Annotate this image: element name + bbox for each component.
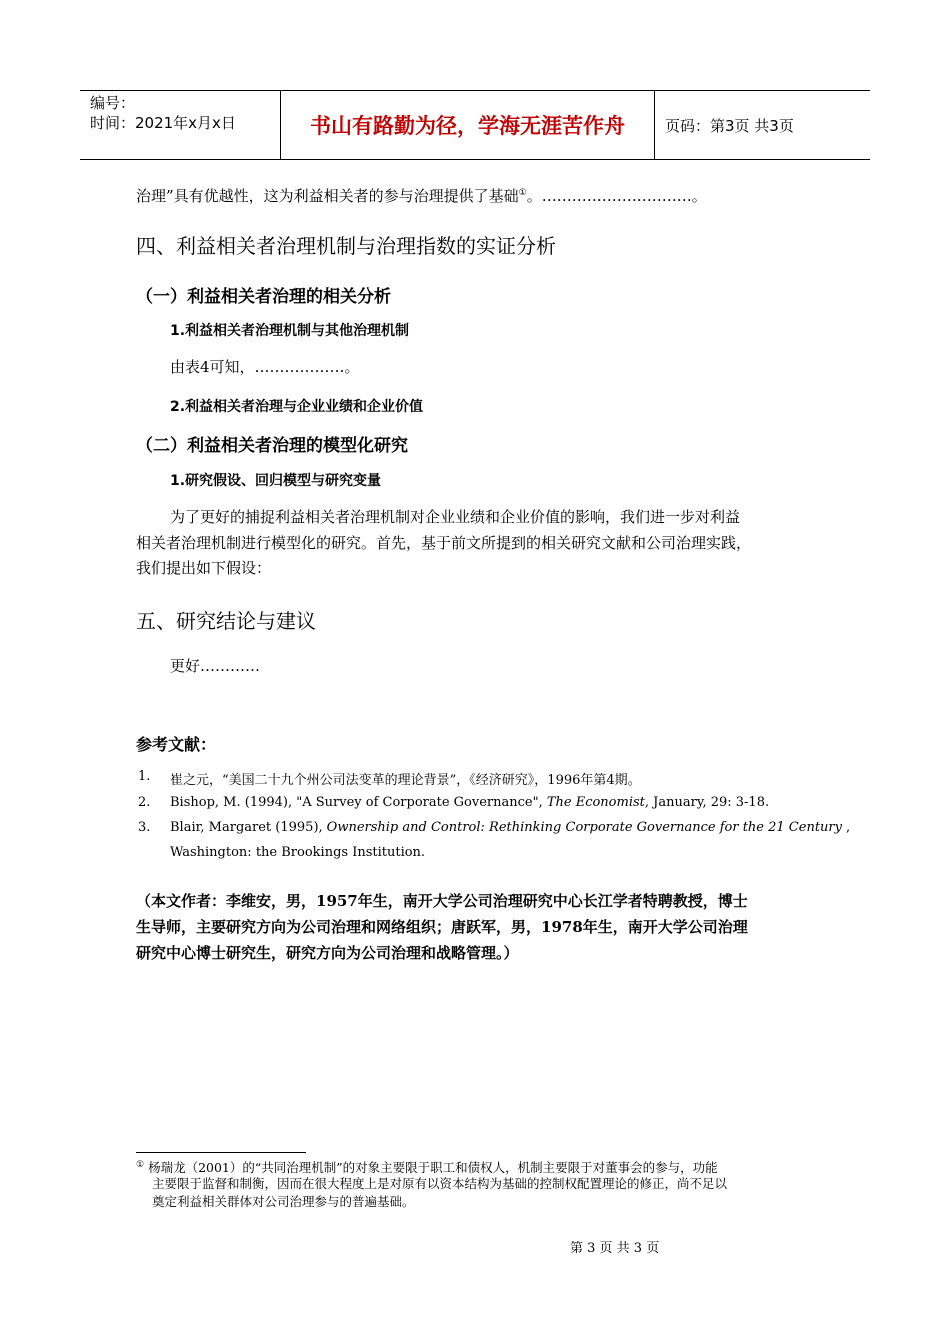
header-serial: 编号： [90, 94, 136, 112]
page-header [80, 90, 870, 160]
author-note-line-3: 研究中心博士研究生，研究方向为公司治理和战略管理。） [136, 944, 519, 962]
author-note-line-1: （本文作者：李维安，男，1957年生，南开大学公司治理研究中心长江学者特聘教授，博士 [136, 892, 748, 910]
paragraph-line-1: 为了更好的捕捉利益相关者治理机制对企业业绩和企业价值的影响，我们进一步对利益 [170, 508, 741, 526]
subsection2-item1-heading: 1.研究假设、回归模型与研究变量 [170, 473, 382, 489]
continuation-tail: 。…………………………。 [526, 187, 707, 205]
footnote-separator [136, 1152, 306, 1153]
reference-2-number: 2. [138, 795, 151, 810]
continuation-line [136, 180, 707, 209]
header-meta [80, 91, 281, 159]
reference-1-text: 崔之元，“美国二十九个州公司法变革的理论背景”，《经济研究》，1996年第4期。 [170, 773, 641, 788]
references-heading: 参考文献： [136, 735, 217, 754]
subsection1-item1-heading: 1.利益相关者治理机制与其他治理机制 [170, 323, 410, 339]
paragraph-line-3: 我们提出如下假设： [136, 559, 272, 577]
section5-heading: 五、研究结论与建议 [136, 609, 316, 633]
reference-2-text [170, 795, 769, 810]
header-date: 时间：2021年x月x日 [90, 114, 236, 132]
subsection2-heading: （二）利益相关者治理的模型化研究 [136, 436, 408, 456]
footnote-mark: ① [136, 1160, 145, 1170]
section5-text: 更好………… [170, 657, 261, 675]
reference-3-post: , [845, 820, 851, 835]
reference-3-book-title: Ownership and Control: Rethinking Corporate Governance for the 21 Century [326, 820, 842, 835]
footnote-ref-mark[interactable]: ① [518, 188, 527, 198]
header-page-info: 页码：第3页 共3页 [665, 116, 794, 135]
footnote-line-3: 奠定利益相关群体对公司治理参与的普遍基础。 [152, 1194, 415, 1209]
author-note-line-2: 生导师，主要研究方向为公司治理和网络组织；唐跃军，男，1978年生，南开大学公司治理 [136, 918, 748, 936]
footnote-line-2: 主要限于监督和制衡，因而在很大程度上是对原有以资本结构为基础的控制权配置理论的修正，尚不足以 [152, 1176, 728, 1191]
reference-2-post: , January, 29: 3-18. [644, 795, 770, 810]
continuation-text: 治理”具有优越性，这为利益相关者的参与治理提供了基础 [136, 187, 519, 205]
reference-3-line2: Washington: the Brookings Institution. [170, 845, 426, 860]
header-motto: 书山有路勤为径，学海无涯苦作舟 [281, 91, 655, 159]
reference-2-pre: Bishop, M. (1994), "A Survey of Corporate Governance", [170, 795, 547, 810]
subsection1-item2-heading: 2.利益相关者治理与企业业绩和企业价值 [170, 399, 424, 415]
reference-3-pre: Blair, Margaret (1995), [170, 820, 323, 835]
reference-2-journal: The Economist [546, 795, 645, 810]
footnote-text-1: 杨瑞龙（2001）的“共同治理机制”的对象主要限于职工和债权人，机制主要限于对董事会的参与，功能 [148, 1160, 718, 1176]
footnote-line-1 [136, 1157, 718, 1176]
subsection1-item1-text: 由表4可知，………………。 [170, 358, 360, 376]
page-footer: 第 3 页 共 3 页 [570, 1241, 660, 1256]
section4-heading: 四、利益相关者治理机制与治理指数的实证分析 [136, 234, 556, 258]
reference-1-number: 1. [138, 769, 151, 784]
reference-3-text [170, 820, 851, 835]
reference-3-number: 3. [138, 820, 151, 835]
subsection1-heading: （一）利益相关者治理的相关分析 [136, 287, 391, 307]
paragraph-line-2: 相关者治理机制进行模型化的研究。首先，基于前文所提到的相关研究文献和公司治理实践， [136, 534, 752, 552]
